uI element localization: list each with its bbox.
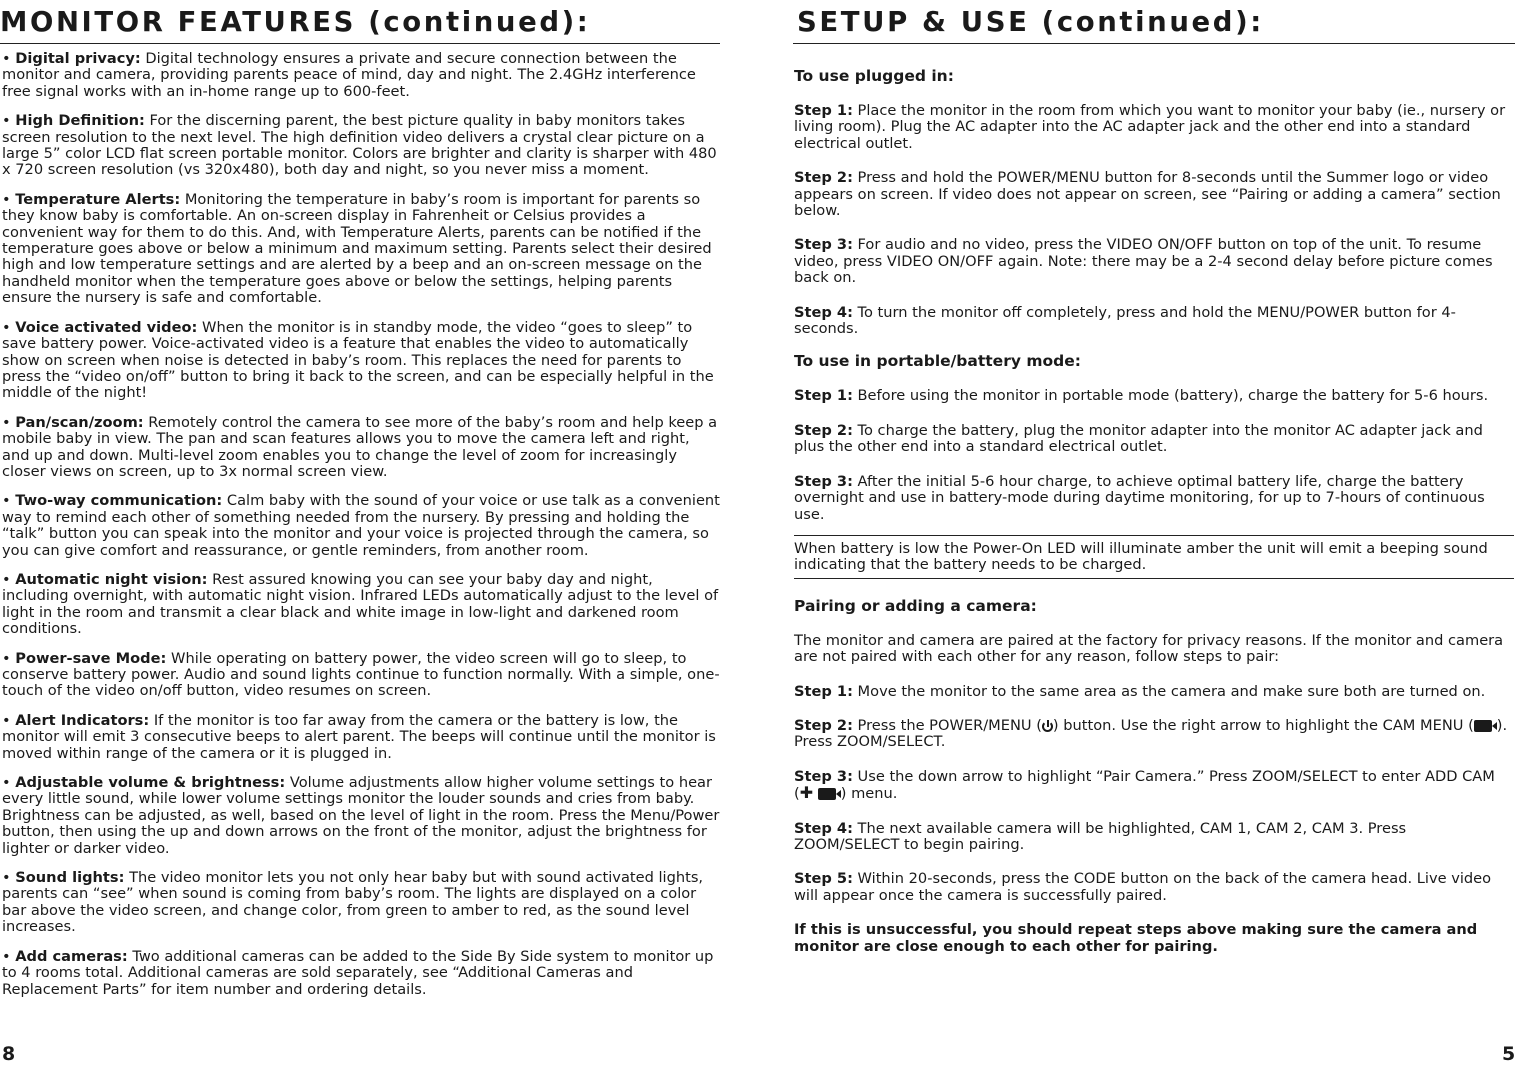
step-item xyxy=(794,871,1514,904)
step-text: The next available camera will be highlighted, CAM 1, CAM 2, CAM 3. Press ZOOM/SELECT to begin pairing. xyxy=(794,819,1407,853)
step-text: Within 20-seconds, press the CODE button on the back of the camera head. Live video will appear once the camera is successfully paired. xyxy=(794,870,1492,904)
feature-title: High Definition: xyxy=(15,112,145,130)
feature-title: Pan/scan/zoom: xyxy=(15,413,144,431)
step-item xyxy=(794,237,1514,286)
step-text: To turn the monitor off completely, press and hold the MENU/POWER button for 4-seconds. xyxy=(794,303,1456,338)
step-label: Step 2: xyxy=(794,421,853,439)
feature-text: For the discerning parent, the best picture quality in baby monitors takes screen resolution to the next level. The high definition video delivers a crystal clear picture on a large 5” color LCD flat screen portable monitor. Colors are brighter and clarity is sharper with 480 x 720 screen resolution (vs 320x480), both day and night, so you never miss a moment. xyxy=(2,112,717,179)
battery-note: When battery is low the Power-On LED will illuminate amber the unit will emit a beeping sound indicating that the battery needs to be charged. xyxy=(794,539,1488,574)
power-icon xyxy=(1042,721,1053,732)
feature-title: Alert Indicators: xyxy=(15,711,150,729)
feature-text: If the monitor is too far away from the camera or the battery is low, the monitor will emit 3 consecutive beeps to alert parent. The beeps will continue until the monitor is moved within range of the camera or it is plugged in. xyxy=(2,711,716,762)
step-label: Step 4: xyxy=(794,819,853,837)
features-list xyxy=(2,51,720,1011)
camera-icon xyxy=(1474,720,1492,732)
step-item xyxy=(794,305,1514,338)
feature-item: • Adjustable volume & brightness: Volume adjustments allow higher volume settings to hear every little sound, while lower volume settings monitor the louder sounds and cries from baby. Brightness can be adjusted, as well, based on the level of light in the room. Press the Menu/Power button, then using the up and down arrows on the front of the monitor, adjust the brightness for lighter or darker video. xyxy=(2,774,720,857)
step-item xyxy=(794,388,1514,404)
feature-item: • Digital privacy: Digital technology ensures a private and secure connection between the monitor and camera, providing parents peace of mind, day and night. The 2.4GHz interference free signal works with an in-home range up to 600-feet. xyxy=(2,50,696,100)
step-text: Use the down arrow to highlight “Pair Camera.” Press ZOOM/SELECT to enter ADD CAM ( xyxy=(794,767,1495,803)
step-text: ) button. Use the right arrow to highlight the CAM MENU ( xyxy=(1052,716,1474,734)
step-item xyxy=(794,474,1514,523)
feature-text: Volume adjustments allow higher volume settings to hear every little sound, while lower volume settings monitor the louder sounds and cries from baby. Brightness can be adjusted, as well, based on the level of light in the room. Press the Menu/Power button, then using the up and down arrows on the front of the monitor, adjust the brightness for lighter or darker video. xyxy=(2,774,720,857)
setup-content xyxy=(794,66,1514,955)
page-header: SETUP & USE (continued): xyxy=(797,6,1264,38)
step-item xyxy=(794,718,1514,751)
step-label: Step 1: xyxy=(794,387,853,405)
step-text: Press the POWER/MENU ( xyxy=(857,716,1042,734)
step-text: Press and hold the POWER/MENU button for 8-seconds until the Summer logo or video appears on screen. If video does not appear on screen, see “Pairing or adding a camera” section below. xyxy=(794,169,1501,220)
feature-text: The video monitor lets you not only hear baby but with sound activated lights, parents can “see” when sound is coming from baby’s room. The lights are displayed on a color bar above the video screen, and change color, from green to amber to red, as the sound level increases. xyxy=(2,869,704,936)
feature-title: Temperature Alerts: xyxy=(15,190,181,208)
step-item xyxy=(794,103,1514,152)
step-label: Step 3: xyxy=(794,472,853,490)
step-label: Step 1: xyxy=(794,682,853,700)
feature-item: • High Definition: For the discerning parent, the best picture quality in baby monitors takes screen resolution to the next level. The high definition video delivers a crystal clear picture on a large 5” color LCD flat screen portable monitor. Colors are brighter and clarity is sharper with 480 x 720 screen resolution (vs 320x480), both day and night, so you never miss a moment. xyxy=(2,112,717,179)
feature-item: • Power-save Mode: While operating on battery power, the video screen will go to sleep, to conserve battery power. Audio and sound lights continue to function normally. With a simple, one-touch of the video on/off button, video resumes on screen. xyxy=(2,649,720,700)
page-right xyxy=(793,0,1515,1065)
step-text: ). Press ZOOM/SELECT. xyxy=(794,716,1508,751)
feature-text: Calm baby with the sound of your voice or use talk as a convenient way to remind each other of something needed from the nursery. By pressing and holding the “talk” button you can speak into the monitor and your voice is projected through the camera, so you can give comfort and reassurance, or gentle reminders, from another room. xyxy=(2,492,720,559)
feature-title: Automatic night vision: xyxy=(15,570,208,588)
battery-note-box xyxy=(794,535,1514,579)
feature-text: When the monitor is in standby mode, the video “goes to sleep” to save battery power. Voice-activated video is a feature that enables the video to automatically show on screen when noise is detected in baby’s room. This replaces the need for parents to press the “video on/off” button to bring it back to the screen, and can be especially helpful in the middle of the night! xyxy=(2,318,714,402)
camera-icon xyxy=(818,788,836,800)
feature-title: Adjustable volume & brightness: xyxy=(15,774,286,792)
feature-text: Digital technology ensures a private and secure connection between the monitor and camera, providing parents peace of mind, day and night. The 2.4GHz interference free signal works with an in-home range up to 600-feet. xyxy=(2,50,696,100)
feature-title: Sound lights: xyxy=(15,869,125,887)
feature-text: Rest assured knowing you can see your baby day and night, including overnight, with automatic night vision. Infrared LEDs automatically adjust to the level of light in the room and transmit a clear black and white image in low-light and darkened room conditions. xyxy=(2,570,719,638)
step-item xyxy=(794,769,1514,803)
pairing-warning: If this is unsuccessful, you should repeat steps above making sure the camera and monitor are close enough to each other for pairing. xyxy=(794,921,1478,955)
step-text: For audio and no video, press the VIDEO ON/OFF button on top of the unit. To resume video, press VIDEO ON/OFF again. Note: there may be a 2-4 second delay before picture comes back on. xyxy=(794,236,1493,287)
step-item xyxy=(794,821,1514,854)
step-text: Move the monitor to the same area as the camera and make sure both are turned on. xyxy=(857,682,1486,700)
feature-text: Remotely control the camera to see more of the baby’s room and help keep a mobile baby in view. The pan and scan features allows you to move the camera left and right, and up and down. Multi-level zoom enables you to change the level of zoom for increasingly closer views on screen, up to 3x normal screen view. xyxy=(2,413,718,480)
step-item xyxy=(794,423,1514,456)
page-number: 5 xyxy=(1502,1043,1516,1065)
step-text: Before using the monitor in portable mode (battery), charge the battery for 5-6 hours. xyxy=(857,387,1489,405)
feature-item: • Automatic night vision: Rest assured knowing you can see your baby day and night, including overnight, with automatic night vision. Infrared LEDs automatically adjust to the level of light in the room and transmit a clear black and white image in low-light and darkened room conditions. xyxy=(2,570,719,638)
feature-item: • Add cameras: Two additional cameras can be added to the Side By Side system to monitor up to 4 rooms total. Additional cameras are sold separately, see “Additional Cameras and Replacement Parts” for item number and ordering details. xyxy=(2,947,714,998)
header-rule xyxy=(0,43,720,44)
feature-item: • Alert Indicators: If the monitor is too far away from the camera or the battery is low, the monitor will emit 3 consecutive beeps to alert parent. The beeps will continue until the monitor is moved within range of the camera or it is plugged in. xyxy=(2,711,716,762)
step-label: Step 1: xyxy=(794,102,853,119)
step-label: Step 5: xyxy=(794,870,853,888)
feature-title: Voice activated video: xyxy=(15,318,198,336)
page-header: MONITOR FEATURES (continued): xyxy=(0,6,591,38)
header-rule xyxy=(793,43,1515,44)
step-item xyxy=(794,684,1514,700)
section-heading-portable: To use in portable/battery mode: xyxy=(794,352,1081,371)
step-item xyxy=(794,170,1514,219)
step-text: After the initial 5-6 hour charge, to achieve optimal battery life, charge the battery overnight and use in battery-mode during daytime monitoring, for up to 7-hours of continuous use. xyxy=(794,472,1485,523)
feature-item: • Pan/scan/zoom: Remotely control the camera to see more of the baby’s room and help keep a mobile baby in view. The pan and scan features allows you to move the camera left and right, and up and down. Multi-level zoom enables you to change the level of zoom for increasingly closer views on screen, up to 3x normal screen view. xyxy=(2,413,718,480)
step-label: Step 3: xyxy=(794,767,853,785)
feature-item: • Two-way communication: Calm baby with the sound of your voice or use talk as a convenient way to remind each other of something needed from the nursery. By pressing and holding the “talk” button you can speak into the monitor and your voice is projected through the camera, so you can give comfort and reassurance, or gentle reminders, from another room. xyxy=(2,492,720,559)
feature-item: • Temperature Alerts: Monitoring the temperature in baby’s room is important for parents so they know baby is comfortable. An on-screen display in Fahrenheit or Celsius provides a convenient way for them to do this. And, with Temperature Alerts, parents can be notified if the temperature goes above or below a minimum and maximum setting. Parents select their desired high and low temperature settings and are alerted by a beep and an on-screen message on the handheld monitor when the temperature goes above or below the settings, helping parents ensure the nursery is safe and comfortable. xyxy=(2,190,712,307)
feature-title: Power-save Mode: xyxy=(15,649,167,667)
step-label: Step 3: xyxy=(794,236,853,254)
feature-item: • Voice activated video: When the monitor is in standby mode, the video “goes to sleep” to save battery power. Voice-activated video is a feature that enables the video to automatically show on screen when noise is detected in baby’s room. This replaces the need for parents to press the “video on/off” button to bring it back to the screen, and can be especially helpful in the middle of the night! xyxy=(2,318,714,402)
feature-title: Add cameras: xyxy=(15,947,128,965)
feature-item: • Sound lights: The video monitor lets you not only hear baby but with sound activated lights, parents can “see” when sound is coming from baby’s room. The lights are displayed on a color bar above the video screen, and change color, from green to amber to red, as the sound level increases. xyxy=(2,869,704,936)
section-heading-pairing: Pairing or adding a camera: xyxy=(794,596,1037,615)
page-left xyxy=(0,0,722,1065)
step-label: Step 4: xyxy=(794,303,853,321)
feature-text: Two additional cameras can be added to the Side By Side system to monitor up to 4 rooms total. Additional cameras are sold separately, see “Additional Cameras and Replacement Parts” for item number and ordering details. xyxy=(2,947,714,998)
feature-title: Two-way communication: xyxy=(15,492,223,510)
step-text: Place the monitor in the room from which you want to monitor your baby (ie., nursery or living room). Plug the AC adapter into the AC adapter jack and the other end into a standard electrical outlet. xyxy=(794,102,1506,152)
feature-text: While operating on battery power, the video screen will go to sleep, to conserve battery power. Audio and sound lights continue to function normally. With a simple, one-touch of the video on/off button, video resumes on screen. xyxy=(2,649,720,700)
step-label: Step 2: xyxy=(794,169,853,187)
feature-text: Monitoring the temperature in baby’s room is important for parents so they know baby is comfortable. An on-screen display in Fahrenheit or Celsius provides a convenient way for them to do this. And, with Temperature Alerts, parents can be notified if the temperature goes above or below a minimum and maximum setting. Parents select their desired high and low temperature settings and are alerted by a beep and an on-screen message on the handheld monitor when the temperature goes above or below the settings, helping parents ensure the nursery is safe and comfortable. xyxy=(2,190,712,307)
feature-title: Digital privacy: xyxy=(15,50,141,67)
plus-icon: ✚ xyxy=(799,783,814,803)
step-text: ) menu. xyxy=(840,785,898,803)
pairing-intro: The monitor and camera are paired at the factory for privacy reasons. If the monitor and camera are not paired with each other for any reason, follow steps to pair: xyxy=(794,631,1504,666)
step-label: Step 2: xyxy=(794,716,853,734)
section-heading-plugged: To use plugged in: xyxy=(794,67,954,85)
page-number: 8 xyxy=(2,1043,16,1065)
step-text: To charge the battery, plug the monitor adapter into the monitor AC adapter jack and plus the other end into a standard electrical outlet. xyxy=(794,421,1483,456)
